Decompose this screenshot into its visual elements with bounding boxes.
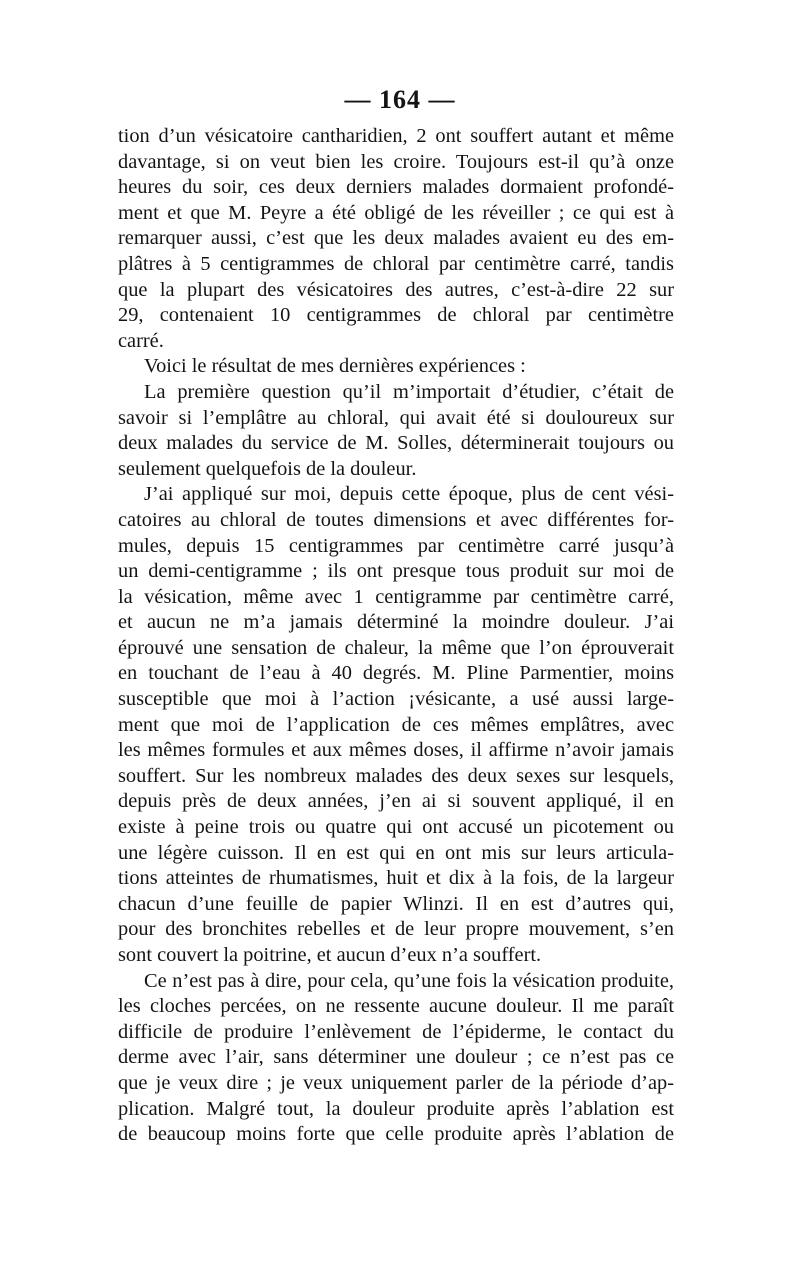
text-line: derme avec l’air, sans déterminer une douleur ; ce n’est pas ce [118, 1046, 674, 1069]
text-line: en touchant de l’eau à 40 degrés. M. Pline Parmentier, moins [118, 662, 674, 685]
text-line: chacun d’une feuille de papier Wlinzi. Il en est d’autres qui, [118, 892, 674, 915]
text-line: de beaucoup moins forte que celle produite après l’ablation de [118, 1123, 674, 1146]
page-number: — 164 — [344, 85, 456, 114]
text-line: savoir si l’emplâtre au chloral, qui avait été si douloureux sur [118, 406, 674, 429]
text-line: tion d’un vésicatoire cantharidien, 2 ont souffert autant et même [118, 125, 674, 147]
text-line: sont couvert la poitrine, et aucun d’eux n’a souffert. [118, 944, 542, 966]
text-line: tions atteintes de rhumatismes, huit et dix à la fois, de la largeur [118, 867, 674, 890]
text-line: catoires au chloral de toutes dimensions et avec différentes for- [118, 508, 674, 531]
text-line: éprouvé une sensation de chaleur, la même que l’on éprouverait [118, 636, 674, 659]
text-line: carré. [118, 329, 164, 352]
text-line: que la plupart des vésicatoires des autres, c’est-à-dire 22 sur [118, 278, 674, 301]
text-line: les cloches percées, on ne ressente aucune douleur. Il me paraît [118, 995, 674, 1018]
text-line: que je veux dire ; je veux uniquement parler de la période d’ap- [118, 1071, 674, 1094]
text-line: remarquer aussi, c’est que les deux malades avaient eu des em- [118, 227, 674, 250]
text-line: J’ai appliqué sur moi, depuis cette époque, plus de cent vési- [144, 483, 674, 506]
text-line: la vésication, même avec 1 centigramme par centimètre carré, [118, 585, 674, 608]
text-line: seulement quelquefois de la douleur. [118, 457, 417, 480]
text-line: existe à peine trois ou quatre qui ont accusé un picotement ou [118, 816, 674, 839]
text-line: depuis près de deux années, j’en ai si souvent appliqué, il en [118, 790, 674, 813]
text-line: Voici le résultat de mes dernières expériences : [144, 355, 526, 378]
text-line: susceptible que moi à l’action ¡vésicante, a usé aussi large- [118, 688, 674, 711]
body-text [118, 124, 674, 1148]
text-line: plication. Malgré tout, la douleur produite après l’ablation est [118, 1097, 674, 1120]
text-line: difficile de produire l’enlèvement de l’épiderme, le contact du [118, 1020, 674, 1043]
text-line: ment que moi de l’application de ces mêmes emplâtres, avec [118, 713, 674, 736]
text-line: Ce n’est pas à dire, pour cela, qu’une fois la vésication produite, [144, 969, 674, 992]
text-line: une légère cuisson. Il en est qui en ont mis sur leurs articula- [118, 841, 674, 864]
text-line: et aucun ne m’a jamais déterminé la moindre douleur. J’ai [118, 611, 674, 634]
text-line: plâtres à 5 centigrammes de chloral par centimètre carré, tandis [118, 252, 674, 275]
text-line: un demi-centigramme ; ils ont presque tous produit sur moi de [118, 560, 674, 583]
text-line: deux malades du service de M. Solles, déterminerait toujours ou [118, 432, 674, 455]
text-line: heures du soir, ces deux derniers malades dormaient profondé- [118, 176, 674, 199]
text-line: La première question qu’il m’importait d’étudier, c’était de [144, 380, 674, 403]
text-line: mules, depuis 15 centigrammes par centimètre carré jusqu’à [118, 534, 674, 557]
text-line: davantage, si on veut bien les croire. Toujours est-il qu’à onze [118, 150, 674, 173]
text-line: souffert. Sur les nombreux malades des deux sexes sur lesquels, [118, 764, 674, 787]
text-line: les mêmes formules et aux mêmes doses, il affirme n’avoir jamais [118, 739, 674, 762]
text-line: ment et que M. Peyre a été obligé de les réveiller ; ce qui est à [118, 201, 674, 224]
text-line: pour des bronchites rebelles et de leur propre mouvement, s’en [118, 918, 674, 941]
text-line: 29, contenaient 10 centigrammes de chloral par centimètre [118, 304, 674, 327]
